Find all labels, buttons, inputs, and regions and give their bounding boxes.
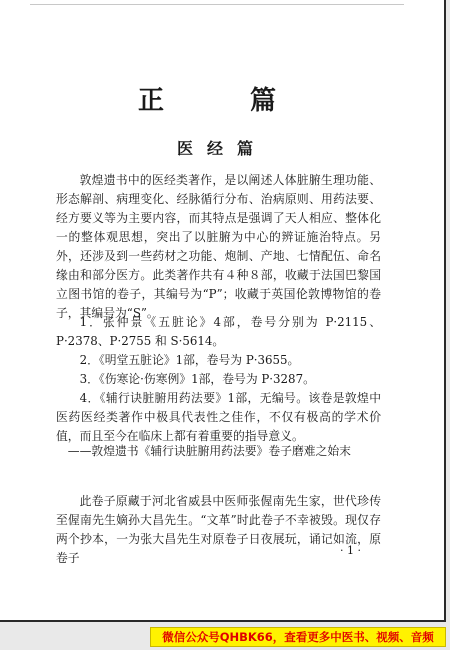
section-heading-text: ——敦煌遗书《辅行诀脏腑用药法要》卷子磨难之始末 <box>67 444 351 458</box>
list-item: 3．《伤寒论·伤寒例》1部，卷号为 P·3287。 <box>79 372 315 386</box>
intro-paragraph: 敦煌遗书中的医经类著作，是以阐述人体脏腑生理功能、形态解剖、病理变化、经脉循行分布、治病原则、用药法要、经方要义等为主要内容，而其特点是强调了天人相应、整体化一的整体观思想，突出了以脏腑为中心的辨证施治特点。另外，还涉及到一些药材之功能、炮制、产地、七情配伍、命名缘由和部分医方。此类著作共有４种８部，收藏于法国巴黎国立图书馆的卷子，其编号为“P”；收藏于英国伦敦博物馆的卷子，其编号为“S”。 <box>56 173 381 320</box>
list-item: 2．《明堂五脏论》1部，卷号为 P·3655。 <box>79 353 300 367</box>
page-title: 正 篇 <box>137 86 306 116</box>
body-paragraph: 此卷子原藏于河北省威县中医师张偓南先生家，世代珍传至偓南先生嫡孙大昌先生。“文革”时此卷子不幸被毁。现仅存两个抄本，一为张大昌先生对原卷子日夜展玩，诵记如流，原卷子 <box>56 494 381 565</box>
chapter-subtitle: 医经篇 <box>176 139 267 158</box>
item-list <box>56 313 381 446</box>
section-heading <box>56 442 381 461</box>
list-item: 4．《辅行诀脏腑用药法要》1部，无编号。该卷是敦煌中医药医经类著作中极具代表性之佳作，不仅有极高的学术价值，而且至今在临床上都有着重要的指导意义。 <box>56 391 381 443</box>
watermark-banner: 微信公众号QHBK66，查看更多中医书、视频、音频 <box>150 627 446 647</box>
page-number: · 1 · <box>340 544 361 557</box>
top-rule <box>30 4 404 5</box>
list-item: 1．张仲景《五脏论》4部，卷号分别为 P·2115、P·2378、P·2755 和 S·5614。 <box>56 315 381 348</box>
